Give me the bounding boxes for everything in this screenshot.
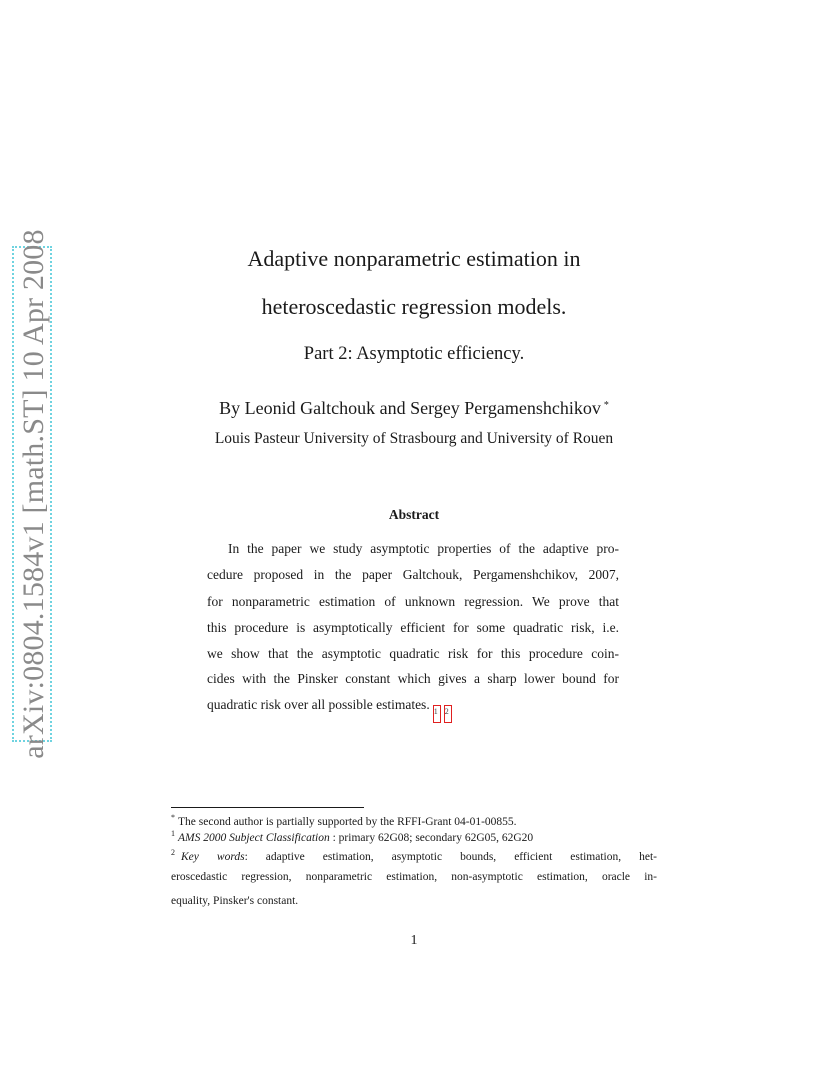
paper-subtitle: Part 2: Asymptotic efficiency. (303, 344, 525, 364)
footnote-2-mark: 2 (171, 848, 175, 857)
abstract-line: for nonparametric estimation of unknown regression. We prove that (207, 594, 619, 609)
footnote-rule (171, 807, 364, 808)
footnote-1-mark: 1 (171, 829, 175, 838)
abstract-line: quadratic risk over all possible estimates. (207, 697, 430, 712)
footnote-star-text: The second author is partially supported by the RFFI-Grant 04-01-00855. (178, 816, 517, 828)
footnote-2-line-3: equality, Pinsker's constant. (171, 895, 299, 907)
abstract-line: cedure proposed in the paper Galtchouk, Pergamenshchikov, 2007, (207, 567, 619, 582)
footnote-link-1[interactable]: 1 (433, 705, 441, 723)
arxiv-identifier[interactable]: arXiv:0804.1584v1 [math.ST] 10 Apr 2008 (17, 229, 50, 759)
footnote-star-mark: * (171, 813, 175, 822)
abstract-line: In the paper we study asymptotic properties of the adaptive pro- (228, 541, 619, 556)
page-number: 1 (410, 933, 418, 948)
authors-footnote-mark[interactable]: * (603, 400, 609, 411)
authors-line (0, 398, 828, 419)
abstract-line: this procedure is asymptotically efficient for some quadratic risk, i.e. (207, 620, 619, 635)
footnote-2-text: : adaptive estimation, asymptotic bounds, efficient estimation, het- (244, 851, 657, 863)
footnote-2-line-1 (171, 848, 657, 863)
paper-title-line-1: Adaptive nonparametric estimation in (247, 246, 581, 271)
footnote-link-2[interactable]: 2 (444, 705, 452, 723)
footnote-star (171, 813, 517, 828)
abstract-line: cides with the Pinsker constant which gives a sharp lower bound for (207, 671, 619, 686)
abstract-last-line (207, 697, 619, 723)
footnote-1-label: AMS 2000 Subject Classification (178, 832, 330, 844)
abstract-line: we show that the asymptotic quadratic risk for this procedure coin- (207, 646, 619, 661)
affiliation: Louis Pasteur University of Strasbourg and University of Rouen (214, 430, 614, 447)
authors-names: By Leonid Galtchouk and Sergey Pergamenshchikov (219, 398, 601, 418)
abstract-heading: Abstract (388, 507, 440, 522)
paper-title-line-2: heteroscedastic regression models. (261, 294, 567, 319)
footnote-2-line-2: eroscedastic regression, nonparametric estimation, non-asymptotic estimation, oracle in- (171, 871, 657, 883)
footnote-2-label: Key words (181, 851, 245, 863)
footnote-1-text: : primary 62G08; secondary 62G05, 62G20 (329, 832, 534, 844)
footnote-1 (171, 829, 533, 844)
